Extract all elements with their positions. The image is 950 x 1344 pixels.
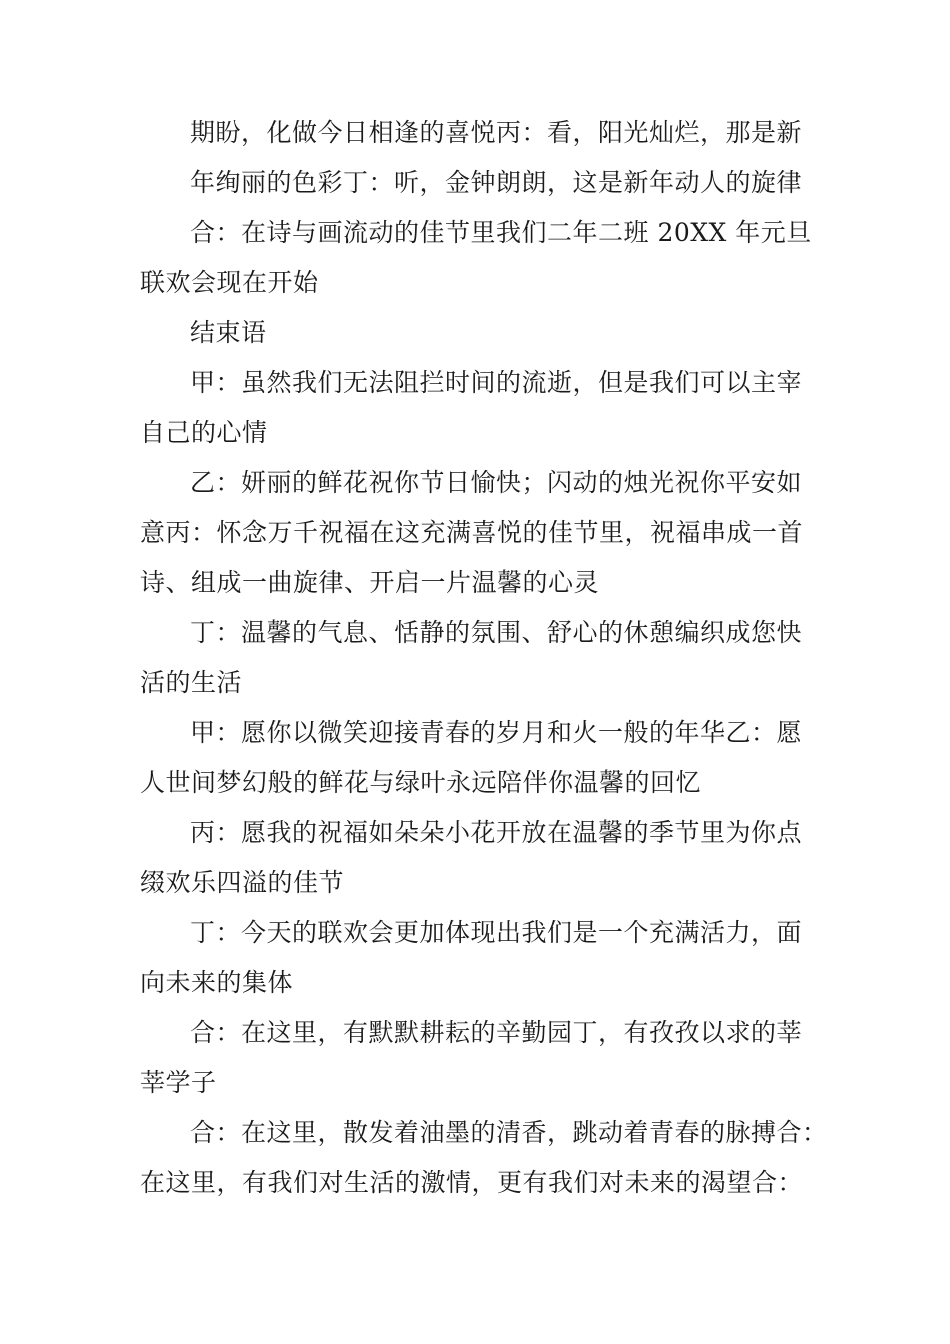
text-line: 缀欢乐四溢的佳节 <box>140 868 345 897</box>
text-line: 诗、组成一曲旋律、开启一片温馨的心灵 <box>140 568 600 597</box>
text-line: 莘学子 <box>140 1068 217 1097</box>
text-line: 丙：愿我的祝福如朵朵小花开放在温馨的季节里为你点 <box>190 818 803 847</box>
text-line: 期盼，化做今日相逢的喜悦丙：看，阳光灿烂，那是新 <box>190 118 803 147</box>
text-line: 联欢会现在开始 <box>140 268 319 297</box>
text-line: 自己的心情 <box>140 418 268 447</box>
text-line: 活的生活 <box>140 668 243 697</box>
text-line: 人世间梦幻般的鲜花与绿叶永远陪伴你温馨的回忆 <box>140 768 702 797</box>
text-line: 在这里，有我们对生活的激情，更有我们对未来的渴望合： <box>140 1168 804 1197</box>
text-line: 甲：虽然我们无法阻拦时间的流逝，但是我们可以主宰 <box>190 368 803 397</box>
text-line: 向未来的集体 <box>140 968 294 997</box>
text-line: 合：在这里，有默默耕耘的辛勤园丁，有孜孜以求的莘 <box>190 1018 803 1047</box>
section-heading: 结束语 <box>190 318 267 347</box>
text-line: 年绚丽的色彩丁：听，金钟朗朗，这是新年动人的旋律 <box>190 168 803 197</box>
text-line: 丁：今天的联欢会更加体现出我们是一个充满活力，面 <box>190 918 803 947</box>
text-line: 丁：温馨的气息、恬静的氛围、舒心的休憩编织成您快 <box>190 618 803 647</box>
text-line: 合：在这里，散发着油墨的清香，跳动着青春的脉搏合： <box>190 1118 828 1147</box>
text-line: 意丙：怀念万千祝福在这充满喜悦的佳节里，祝福串成一首 <box>140 518 804 547</box>
text-line: 合：在诗与画流动的佳节里我们二年二班 20XX 年元旦 <box>190 218 812 247</box>
text-line: 甲：愿你以微笑迎接青春的岁月和火一般的年华乙：愿 <box>190 718 803 747</box>
text-line: 乙：妍丽的鲜花祝你节日愉快；闪动的烛光祝你平安如 <box>190 468 803 497</box>
